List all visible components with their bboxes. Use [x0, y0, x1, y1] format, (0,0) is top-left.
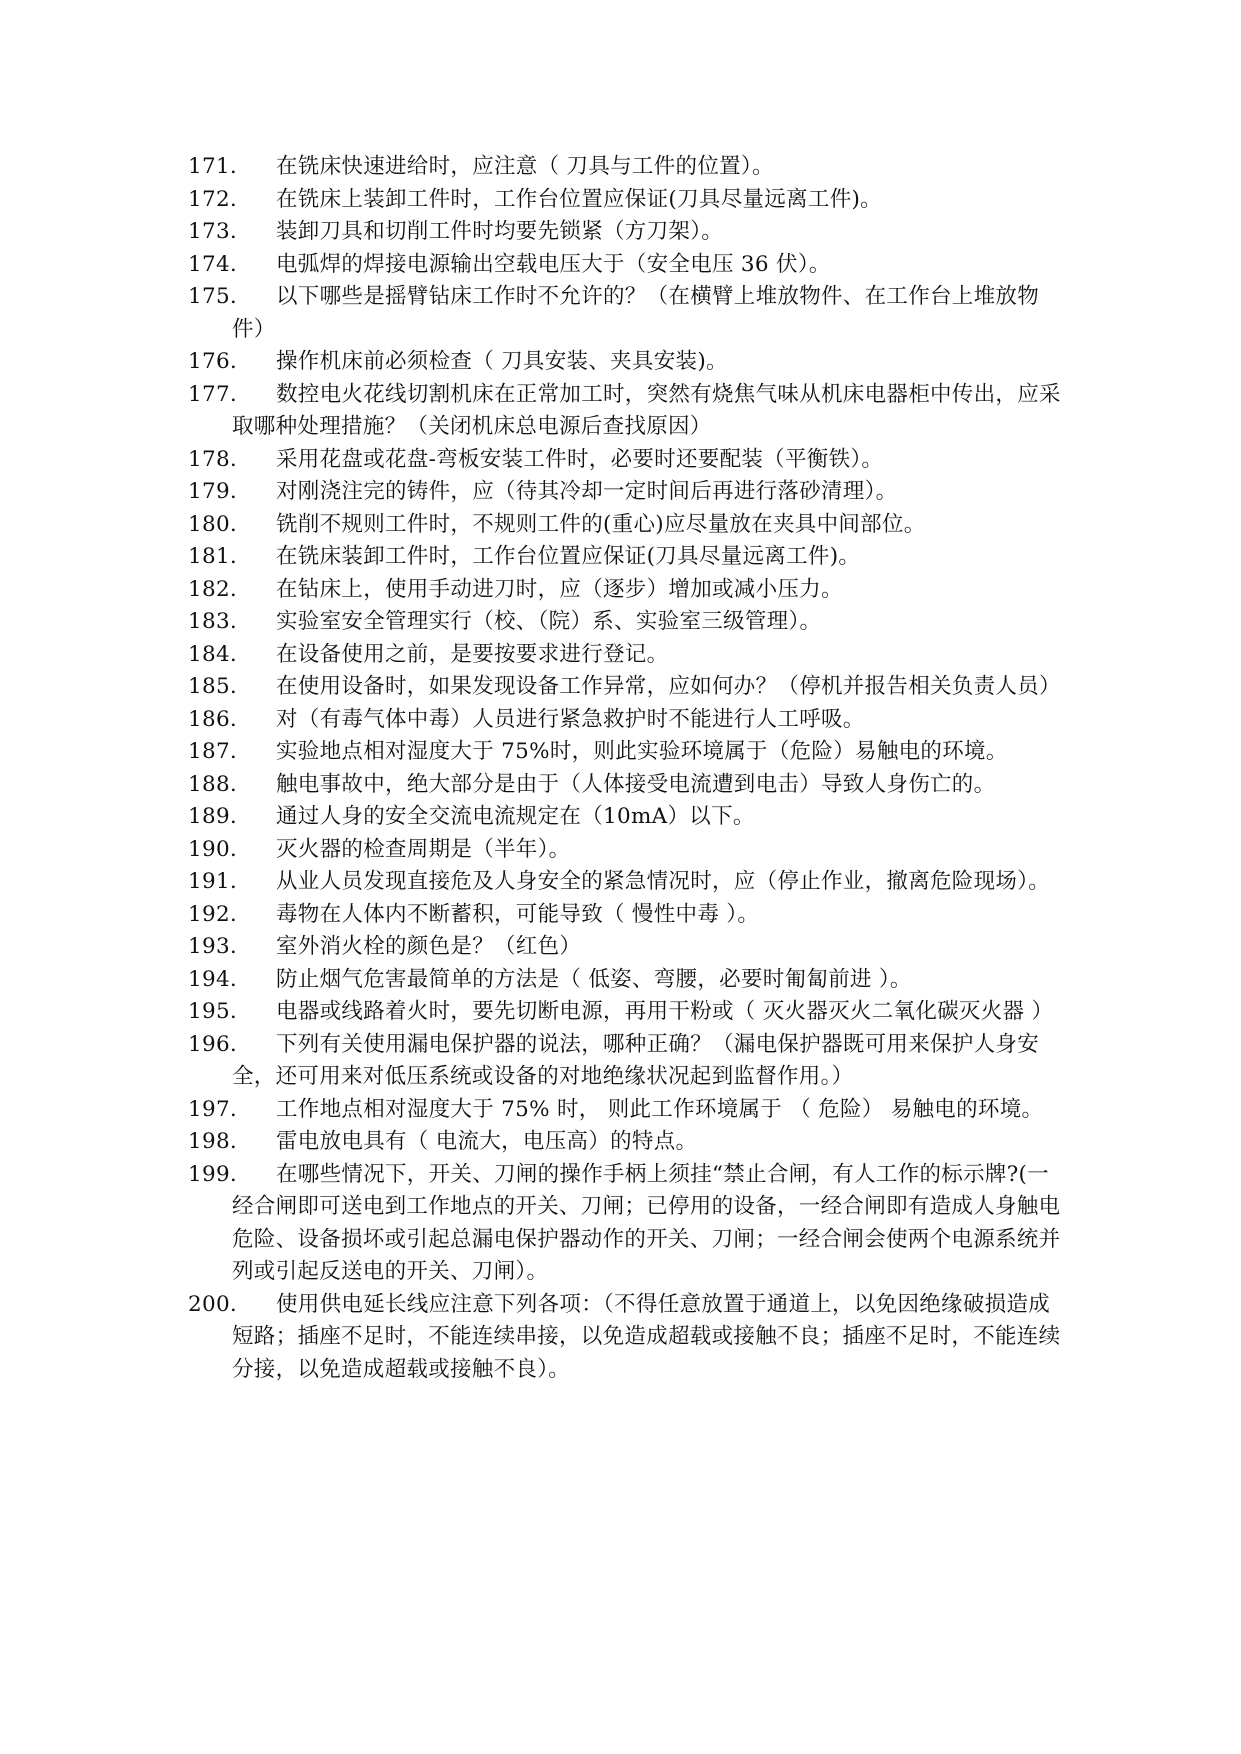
- item-number: 196.: [188, 1031, 238, 1057]
- list-item: [188, 509, 1068, 542]
- item-text: 在钻床上，使用手动进刀时，应（逐步）增加或减小压力。: [276, 576, 843, 602]
- list-item: [188, 379, 1068, 444]
- item-text: 雷电放电具有（ 电流大，电压高）的特点。: [276, 1129, 698, 1154]
- item-text: 下列有关使用漏电保护器的说法，哪种正确？（漏电保护器既可用来保护人身安全，还可用来对低压系统或设备的对地绝缘状况起到监督作用。）: [232, 1031, 1040, 1089]
- item-number: 174.: [188, 251, 238, 277]
- list-item: [188, 281, 1068, 346]
- list-item: [188, 184, 1068, 217]
- list-item: [188, 996, 1068, 1029]
- item-number: 180.: [188, 511, 238, 537]
- list-item: [188, 704, 1068, 737]
- list-item: [188, 931, 1068, 964]
- list-item: [188, 1126, 1068, 1159]
- list-item: [188, 964, 1068, 997]
- item-text: 灭火器的检查周期是（半年）。: [276, 836, 571, 862]
- item-number: 193.: [188, 934, 238, 959]
- item-text: 采用花盘或花盘-弯板安装工件时，必要时还要配装（平衡铁）。: [276, 446, 884, 472]
- list-item: [188, 899, 1068, 932]
- list-item: [188, 216, 1068, 249]
- list-item: [188, 769, 1068, 802]
- list-item: [188, 1289, 1068, 1387]
- list-item: [188, 574, 1068, 607]
- item-text: 触电事故中，绝大部分是由于（人体接受电流遭到电击）导致人身伤亡的。: [276, 771, 996, 797]
- item-number: 199.: [188, 1161, 238, 1187]
- item-text: 装卸刀具和切削工件时均要先锁紧（方刀架）。: [276, 219, 724, 244]
- item-number: 181.: [188, 544, 238, 569]
- item-text: 铣削不规则工件时，不规则工件的(重心)应尽量放在夹具中间部位。: [276, 511, 926, 537]
- item-number: 200.: [188, 1291, 238, 1317]
- item-text: 室外消火栓的颜色是？（红色）: [276, 934, 582, 959]
- list-item: [188, 151, 1068, 184]
- item-number: 182.: [188, 576, 238, 602]
- item-text: 防止烟气危害最简单的方法是（ 低姿、弯腰，必要时匍匐前进 ）。: [276, 966, 912, 992]
- list-item: [188, 476, 1068, 509]
- item-number: 183.: [188, 609, 238, 634]
- item-text: 数控电火花线切割机床在正常加工时，突然有烧焦气味从机床电器柜中传出，应采取哪种处理措施？（关闭机床总电源后查找原因）: [232, 381, 1061, 439]
- item-text: 使用供电延长线应注意下列各项：（不得任意放置于通道上，以免因绝缘破损造成短路；插座不足时，不能连续串接，以免造成超载或接触不良；插座不足时，不能连续分接，以免造成超载或接触不良）。: [232, 1291, 1061, 1382]
- list-item: [188, 1159, 1068, 1289]
- item-number: 184.: [188, 641, 238, 667]
- list-item: [188, 346, 1068, 379]
- item-number: 188.: [188, 771, 238, 797]
- item-number: 171.: [188, 154, 238, 179]
- item-number: 189.: [188, 804, 238, 829]
- item-text: 以下哪些是摇臂钻床工作时不允许的？（在横臂上堆放物件、在工作台上堆放物件）: [232, 284, 1040, 342]
- item-number: 186.: [188, 706, 238, 732]
- item-number: 185.: [188, 674, 238, 699]
- item-number: 195.: [188, 999, 238, 1024]
- item-number: 173.: [188, 219, 238, 244]
- list-item: [188, 444, 1068, 477]
- item-number: 191.: [188, 869, 238, 894]
- item-number: 178.: [188, 446, 238, 472]
- item-number: 190.: [188, 836, 238, 862]
- list-item: [188, 866, 1068, 899]
- item-text: 对（有毒气体中毒）人员进行紧急救护时不能进行人工呼吸。: [276, 706, 865, 732]
- list-item: [188, 606, 1068, 639]
- list-item: [188, 1029, 1068, 1094]
- item-text: 在哪些情况下，开关、刀闸的操作手柄上须挂“禁止合闸，有人工作的标示牌?(一经合闸即可送电到工作地点的开关、刀闸；已停用的设备，一经合闸即有造成人身触电危险、设备损坏或引起总漏电保护器动作的开关、刀闸；一经合闸会使两个电源系统并列或引起反送电的开关、刀闸）。: [232, 1161, 1061, 1284]
- item-text: 在铣床装卸工件时，工作台位置应保证(刀具尽量远离工件)。: [276, 544, 861, 569]
- item-text: 在设备使用之前，是要按要求进行登记。: [276, 641, 669, 667]
- item-number: 187.: [188, 739, 238, 764]
- item-number: 194.: [188, 966, 238, 992]
- item-number: 179.: [188, 479, 238, 504]
- item-text: 电器或线路着火时，要先切断电源，再用干粉或（ 灭火器灭火二氧化碳灭火器 ）: [276, 999, 1054, 1024]
- item-number: 172.: [188, 186, 238, 212]
- list-item: [188, 834, 1068, 867]
- list-item: [188, 736, 1068, 769]
- item-number: 192.: [188, 901, 238, 927]
- item-text: 在铣床快速进给时，应注意（ 刀具与工件的位置）。: [276, 154, 774, 179]
- item-number: 198.: [188, 1129, 238, 1154]
- item-number: 175.: [188, 284, 238, 309]
- item-text: 通过人身的安全交流电流规定在（10mA）以下。: [276, 804, 755, 829]
- item-text: 从业人员发现直接危及人身安全的紧急情况时，应（停止作业，撤离危险现场）。: [276, 869, 1051, 894]
- list-item: [188, 801, 1068, 834]
- list-item: [188, 639, 1068, 672]
- item-text: 实验地点相对湿度大于 75%时，则此实验环境属于（危险）易触电的环境。: [276, 739, 1008, 764]
- item-number: 177.: [188, 381, 238, 407]
- item-text: 工作地点相对湿度大于 75% 时， 则此工作环境属于 （ 危险） 易触电的环境。: [276, 1096, 1044, 1122]
- item-text: 毒物在人体内不断蓄积，可能导致（ 慢性中毒 ）。: [276, 901, 760, 927]
- item-text: 实验室安全管理实行（校、（院）系、实验室三级管理）。: [276, 609, 822, 634]
- list-item: [188, 541, 1068, 574]
- item-text: 在铣床上装卸工件时，工作台位置应保证(刀具尽量远离工件)。: [276, 186, 882, 212]
- question-list: [188, 151, 1068, 1386]
- item-text: 对刚浇注完的铸件，应（待其冷却一定时间后再进行落砂清理）。: [276, 479, 898, 504]
- item-text: 在使用设备时，如果发现设备工作异常，应如何办？（停机并报告相关负责人员）: [276, 674, 1061, 699]
- item-number: 176.: [188, 349, 238, 374]
- list-item: [188, 249, 1068, 282]
- item-text: 操作机床前必须检查（ 刀具安装、夹具安装)。: [276, 349, 728, 374]
- list-item: [188, 671, 1068, 704]
- item-number: 197.: [188, 1096, 238, 1122]
- item-text: 电弧焊的焊接电源输出空载电压大于（安全电压 36 伏）。: [276, 251, 831, 277]
- list-item: [188, 1094, 1068, 1127]
